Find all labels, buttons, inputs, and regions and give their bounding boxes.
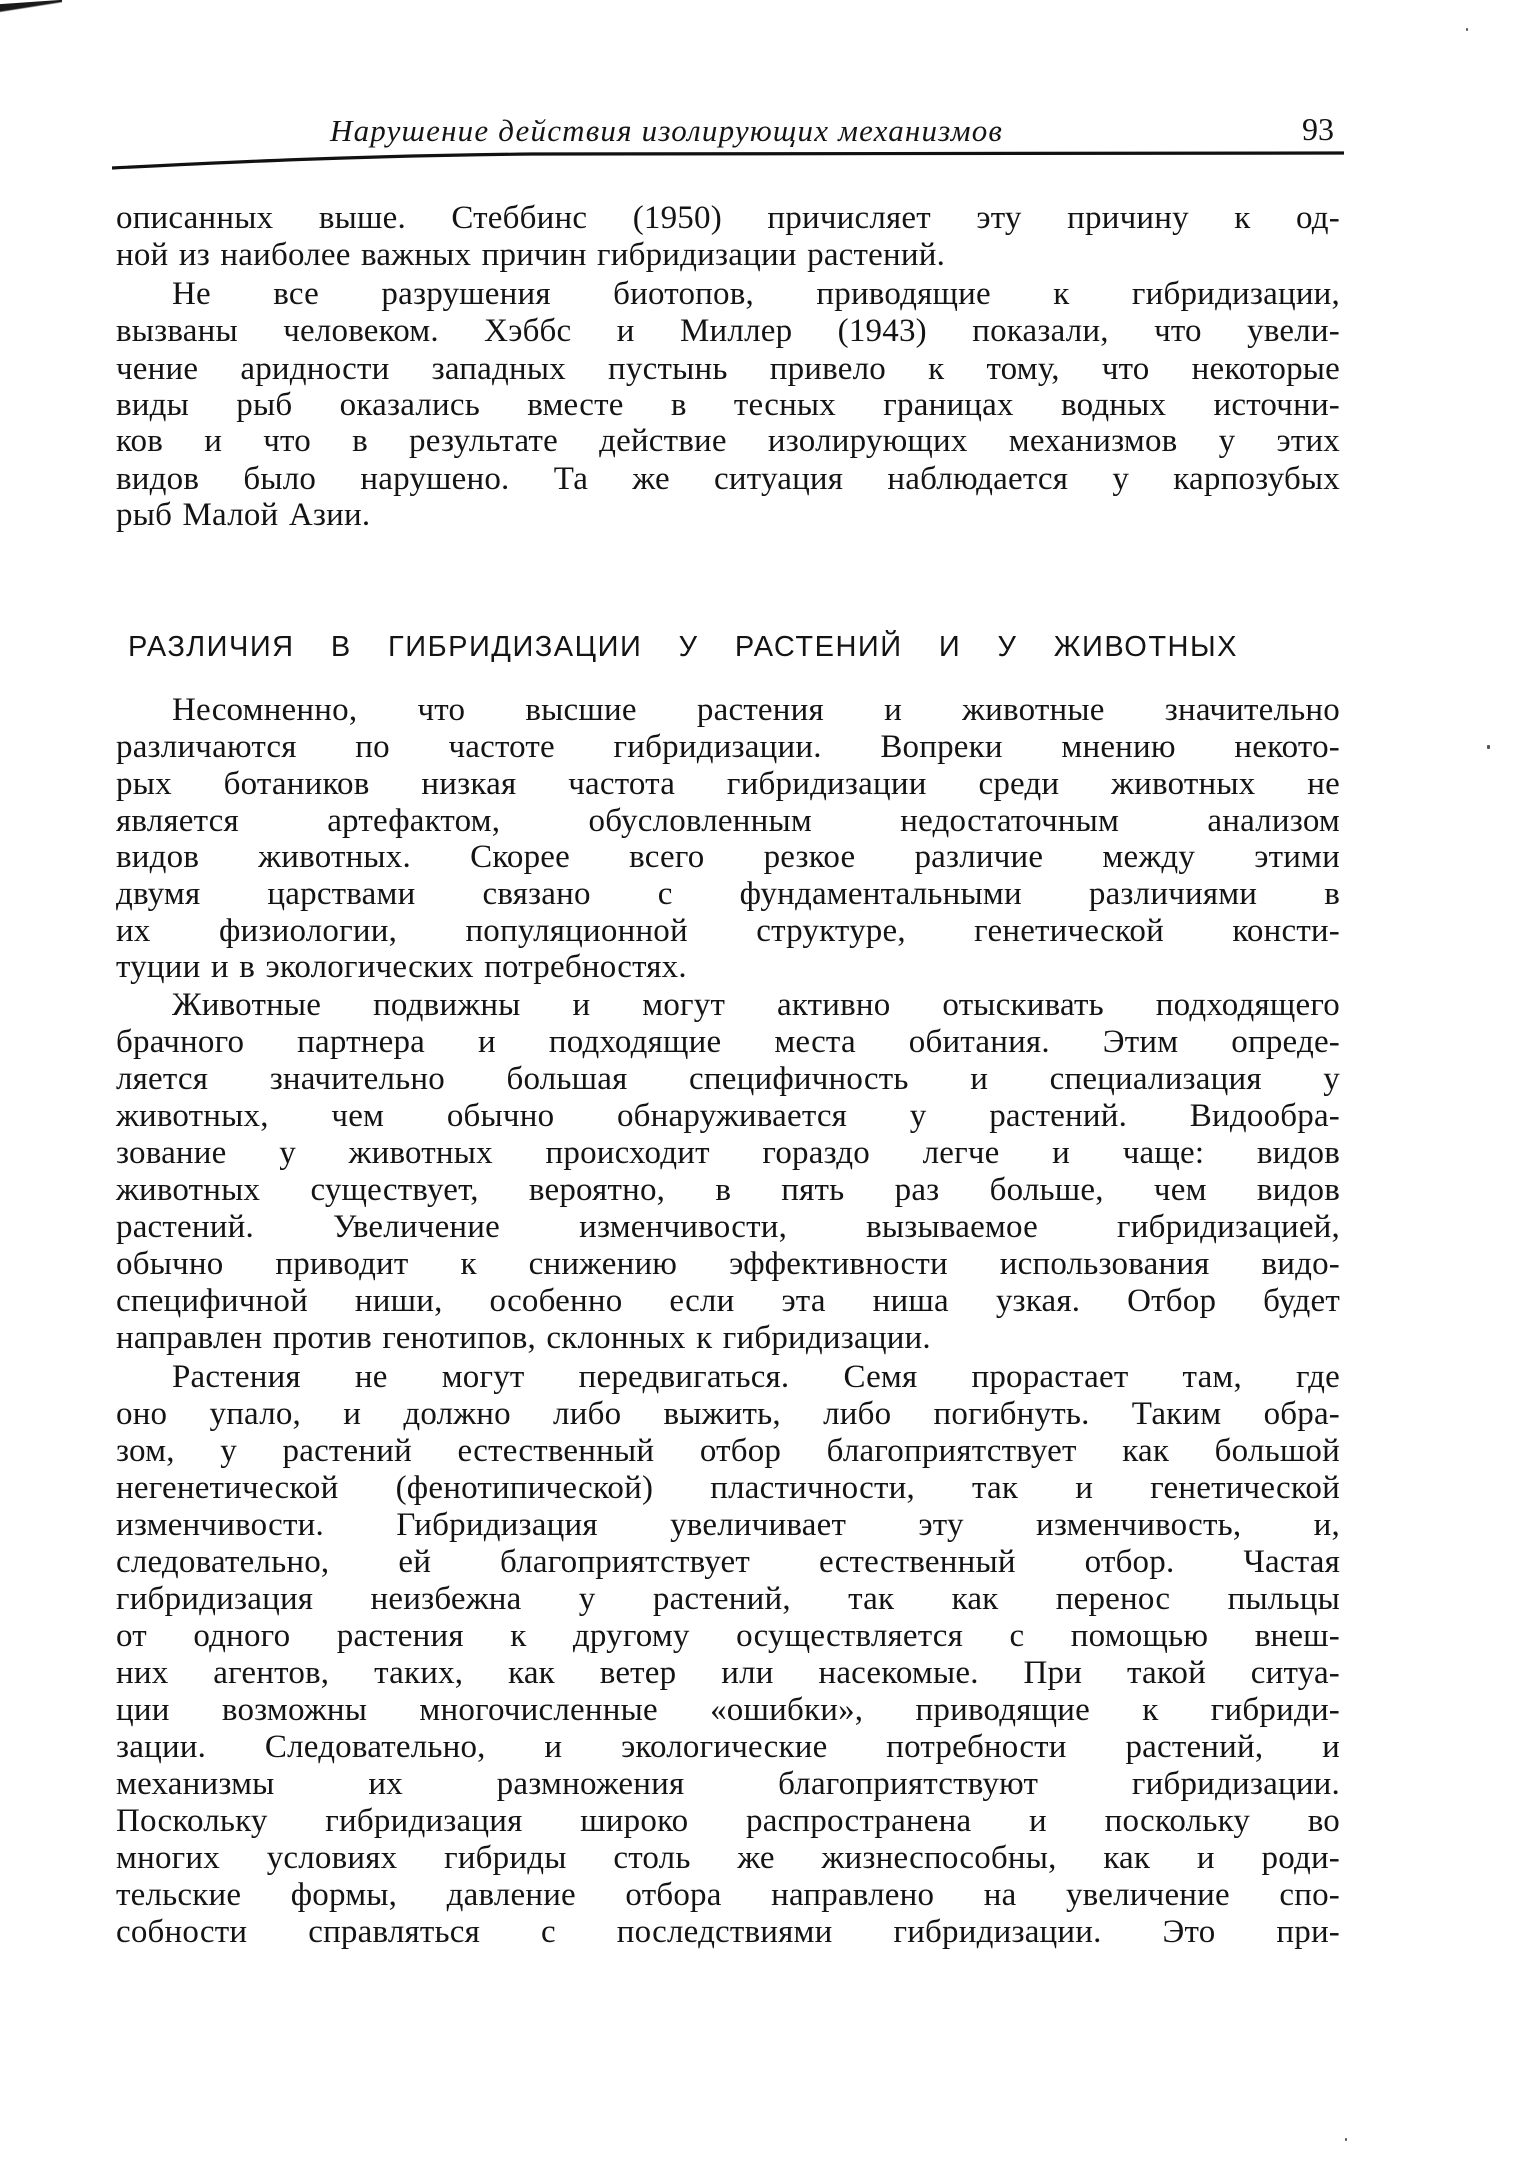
text-line: видов было нарушено. Та же ситуация наблюдается у карпозубых <box>116 461 1340 497</box>
text-line: от одного растения к другому осуществляется с помощью внеш- <box>116 1618 1340 1654</box>
text-line: зом, у растений естественный отбор благоприятствует как большой <box>116 1433 1340 1469</box>
text-line: тельские формы, давление отбора направлено на увеличение спо- <box>116 1877 1340 1913</box>
text-line: вызваны человеком. Хэббс и Миллер (1943) показали, что увели- <box>116 313 1340 349</box>
text-line: гибридизация неизбежна у растений, так как перенос пыльцы <box>116 1581 1340 1617</box>
text-line: них агентов, таких, как ветер или насекомые. При такой ситуа- <box>116 1655 1340 1691</box>
text-line: зование у животных происходит гораздо легче и чаще: видов <box>116 1135 1340 1171</box>
text-line: Поскольку гибридизация широко распространена и поскольку во <box>116 1803 1340 1839</box>
text-line: Не все разрушения биотопов, приводящие к гибридизации, <box>172 276 1340 312</box>
text-line: брачного партнера и подходящие места обитания. Этим опреде- <box>116 1024 1340 1060</box>
text-line: изменчивости. Гибридизация увеличивает эту изменчивость, и, <box>116 1507 1340 1543</box>
text-line: животных существует, вероятно, в пять раз больше, чем видов <box>116 1172 1340 1208</box>
scan-speck <box>1345 2138 1347 2141</box>
text-line: рыб Малой Азии. <box>116 497 371 533</box>
text-line: Несомненно, что высшие растения и животные значительно <box>172 692 1340 728</box>
text-line: двумя царствами связано с фундаментальными различиями в <box>116 876 1340 912</box>
text-line: туции и в экологических потребностях. <box>116 949 687 985</box>
text-line: оно упало, и должно либо выжить, либо погибнуть. Таким обра- <box>116 1396 1340 1432</box>
text-line: растений. Увеличение изменчивости, вызываемое гибридизацией, <box>116 1209 1340 1245</box>
text-line: чение аридности западных пустынь привело к тому, что некоторые <box>116 351 1340 387</box>
text-line: ков и что в результате действие изолирующих механизмов у этих <box>116 423 1340 459</box>
page-number: 93 <box>1302 111 1334 147</box>
text-line: ции возможны многочисленные «ошибки», приводящие к гибриди- <box>116 1692 1340 1728</box>
scan-speck <box>1466 28 1468 31</box>
text-line: описанных выше. Стеббинс (1950) причисляет эту причину к од- <box>116 200 1340 236</box>
text-line: негенетической (фенотипической) пластичности, так и генетической <box>116 1470 1340 1506</box>
text-line: ной из наиболее важных причин гибридизации растений. <box>116 237 946 273</box>
text-line: механизмы их размножения благоприятствуют гибридизации. <box>116 1766 1340 1802</box>
text-line: Животные подвижны и могут активно отыскивать подходящего <box>172 987 1340 1023</box>
header-rule <box>112 148 1344 172</box>
section-heading: РАЗЛИЧИЯ В ГИБРИДИЗАЦИИ У РАСТЕНИЙ И У ЖИВОТНЫХ <box>128 631 1238 663</box>
text-line: животных, чем обычно обнаруживается у растений. Видообра- <box>116 1098 1340 1134</box>
text-line: направлен против генотипов, склонных к гибридизации. <box>116 1320 931 1356</box>
text-line: рых ботаников низкая частота гибридизации среди животных не <box>116 766 1340 802</box>
text-line: собности справляться с последствиями гибридизации. Это при- <box>116 1914 1340 1950</box>
text-line: Растения не могут передвигаться. Семя прорастает там, где <box>172 1359 1340 1395</box>
text-line: ляется значительно большая специфичность и специализация у <box>116 1061 1340 1097</box>
text-line: зации. Следовательно, и экологические потребности растений, и <box>116 1729 1340 1765</box>
text-line: следовательно, ей благоприятствует естественный отбор. Частая <box>116 1544 1340 1580</box>
text-line: различаются по частоте гибридизации. Вопреки мнению некото- <box>116 729 1340 765</box>
text-line: видов животных. Скорее всего резкое различие между этими <box>116 839 1340 875</box>
text-line: виды рыб оказались вместе в тесных границах водных источни- <box>116 387 1340 423</box>
text-line: обычно приводит к снижению эффективности использования видо- <box>116 1246 1340 1282</box>
scan-speck <box>1487 745 1490 749</box>
running-title: Нарушение действия изолирующих механизмов <box>330 113 1004 148</box>
text-line: специфичной ниши, особенно если эта ниша узкая. Отбор будет <box>116 1283 1340 1319</box>
text-line: многих условиях гибриды столь же жизнеспособны, как и роди- <box>116 1840 1340 1876</box>
scan-artifact-mark <box>0 0 62 14</box>
text-line: их физиологии, популяционной структуре, генетической консти- <box>116 913 1340 949</box>
text-line: является артефактом, обусловленным недостаточным анализом <box>116 803 1340 839</box>
